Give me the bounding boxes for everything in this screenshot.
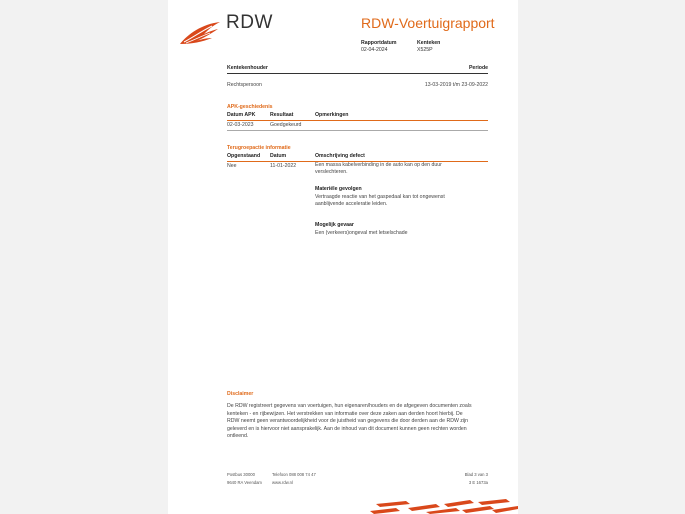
footer-page-number: Blad 3 van 3 bbox=[464, 472, 488, 477]
apk-row-date: 02-03-2023 bbox=[227, 122, 254, 128]
apk-date-header: Datum APK bbox=[227, 112, 256, 118]
recall-resolved-header: Opgenstaand bbox=[227, 153, 261, 159]
recall-date-header: Datum bbox=[270, 153, 287, 159]
logo-wordmark: RDW bbox=[226, 12, 273, 33]
apk-section-title: APK-geschiedenis bbox=[227, 104, 273, 110]
apk-result-header: Resultaat bbox=[270, 112, 294, 118]
recall-description-header: Omschrijving defect bbox=[315, 153, 365, 159]
recall-row-resolved: Nee bbox=[227, 163, 237, 169]
apk-header-rule bbox=[227, 120, 488, 121]
recall-section-title: Terugroepactie informatie bbox=[227, 145, 291, 151]
footer-document-code: 3 E 1673a bbox=[468, 480, 488, 485]
defect-description-line: verslechteren. bbox=[315, 169, 348, 176]
apk-row-result: Goedgekeurd bbox=[270, 122, 302, 128]
footer-city: 9640 RA Veendam bbox=[227, 480, 262, 485]
period-value: 13-03-2019 t/m 23-09-2022 bbox=[424, 82, 488, 88]
page-title: RDW-Voertuigrapport bbox=[361, 15, 495, 31]
recall-row-date: 11-01-2022 bbox=[270, 163, 297, 169]
defect-description bbox=[315, 162, 485, 177]
footer-phone: Telefoon 088 008 74 47 bbox=[272, 472, 316, 477]
report-page bbox=[168, 0, 518, 514]
footer-website-link[interactable]: www.rdw.nl bbox=[272, 480, 293, 485]
decorative-stripes-icon bbox=[366, 498, 518, 514]
defect-description-line: Een massa kabelverbinding in de auto kan op den duur bbox=[315, 162, 442, 168]
plate-label: Kenteken bbox=[417, 40, 441, 46]
apk-remarks-header: Opmerkingen bbox=[315, 112, 349, 118]
holder-column-header: Kentekenhouder bbox=[227, 65, 268, 71]
report-date-value: 02-04-2024 bbox=[361, 47, 388, 53]
consequences-line: Vertraagde reactie van het gaspedaal kan tot ongewenst bbox=[315, 194, 445, 200]
disclaimer-title: Disclaimer bbox=[227, 391, 254, 397]
consequences-description bbox=[315, 194, 485, 209]
danger-title: Mogelijk gevaar bbox=[315, 222, 354, 228]
consequences-line: aanblijvende acceleratie leiden. bbox=[315, 201, 388, 208]
disclaimer-line: ontleend. bbox=[227, 433, 249, 440]
consequences-title: Materiële gevolgen bbox=[315, 186, 362, 192]
period-column-header: Periode bbox=[468, 65, 488, 71]
disclaimer-line: kenteken - en rijbewijzen. Het verstrekken van informatie over deze zaken aan derden hoort hierbij. De bbox=[227, 410, 463, 417]
rdw-logo-icon bbox=[178, 20, 222, 46]
disclaimer-line: geleverd en is hiervoor niet aansprakelijk. Aan de inhoud van dit document kunnen geen rechten worden bbox=[227, 425, 467, 432]
apk-row-rule bbox=[227, 130, 488, 131]
plate-value: X525P bbox=[417, 47, 433, 53]
holder-value: Rechtspersoon bbox=[227, 82, 262, 88]
disclaimer-line: RDW neemt geen verantwoordelijkheid voor de juistheid van gegevens die door derden aan de RDW zijn bbox=[227, 418, 469, 425]
holder-header-rule bbox=[227, 73, 488, 74]
footer-postbus: Postbus 30000 bbox=[227, 472, 255, 477]
disclaimer-line: De RDW registreert gegevens van voertuigen, hun eigenaren/houders en de afgegeven documenten zoals bbox=[227, 403, 472, 409]
disclaimer-text bbox=[227, 403, 482, 441]
danger-description: Een (verkeers)ongeval met letselschade bbox=[315, 230, 408, 236]
report-date-label: Rapportdatum bbox=[361, 40, 397, 46]
